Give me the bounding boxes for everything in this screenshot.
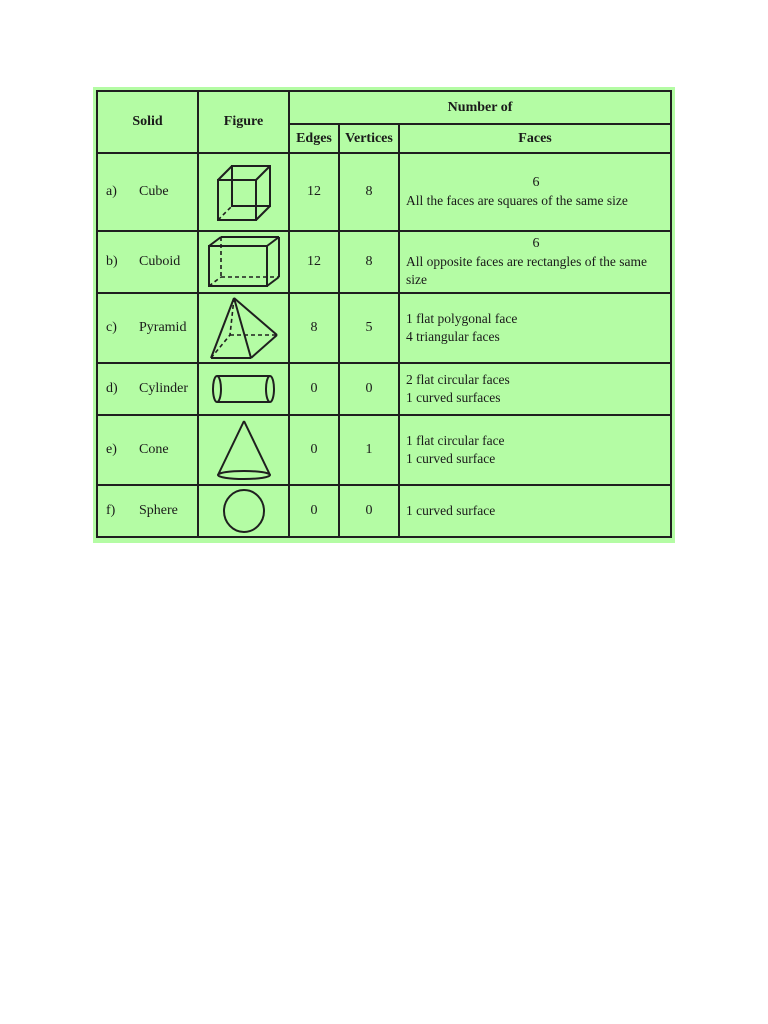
header-solid: Solid [97, 91, 198, 153]
edges-cell: 12 [289, 231, 339, 293]
vertices-cell: 5 [339, 293, 399, 362]
vertices-cell: 1 [339, 415, 399, 484]
header-vertices: Vertices [339, 124, 399, 153]
solid-name: Cuboid [139, 254, 181, 270]
cube-icon [214, 160, 274, 224]
solid-name: Cone [139, 441, 169, 457]
faces-count: 6 [532, 175, 540, 191]
figure-cell [198, 293, 289, 362]
header-row-top [97, 91, 671, 124]
figure-cell [198, 415, 289, 484]
pyramid-icon [208, 295, 280, 361]
cuboid-icon [206, 234, 282, 290]
edges-cell: 12 [289, 153, 339, 231]
faces-cell [399, 153, 671, 231]
row-letter: b) [106, 254, 118, 270]
table-row [97, 231, 671, 293]
solid-cell [97, 153, 198, 231]
faces-description-line1: 1 flat polygonal face [406, 311, 518, 327]
cone-icon [215, 419, 273, 481]
faces-description-line1: 1 flat circular face [406, 432, 505, 448]
row-letter: a) [106, 184, 117, 200]
solids-table-frame [93, 87, 675, 543]
faces-description-line1: 2 flat circular faces [406, 371, 510, 387]
vertices-cell: 8 [339, 153, 399, 231]
cylinder-icon [211, 373, 277, 405]
faces-description-line2: 1 curved surface [406, 450, 496, 466]
solid-cell [97, 231, 198, 293]
edges-cell: 0 [289, 415, 339, 484]
faces-count: 6 [532, 236, 540, 252]
faces-description: 1 curved surface [406, 502, 496, 518]
row-letter: f) [106, 502, 116, 518]
row-letter: e) [106, 441, 117, 457]
vertices-cell: 0 [339, 485, 399, 537]
header-number-of: Number of [289, 91, 671, 124]
solid-cell [97, 415, 198, 484]
faces-description: All opposite faces are rectangles of the same size [406, 254, 648, 288]
edges-cell: 8 [289, 293, 339, 362]
faces-cell [399, 293, 671, 362]
solid-name: Sphere [139, 502, 178, 518]
solids-table [96, 90, 672, 538]
faces-cell [399, 231, 671, 293]
figure-cell [198, 485, 289, 537]
figure-cell [198, 363, 289, 415]
faces-description: All the faces are squares of the same size [406, 193, 628, 209]
faces-cell [399, 485, 671, 537]
table-row [97, 153, 671, 231]
solid-cell [97, 363, 198, 415]
row-letter: c) [106, 320, 117, 336]
header-figure: Figure [198, 91, 289, 153]
sphere-icon [221, 487, 267, 535]
faces-cell [399, 363, 671, 415]
table-row [97, 415, 671, 484]
solid-cell [97, 485, 198, 537]
figure-cell [198, 231, 289, 293]
faces-description-line2: 4 triangular faces [406, 329, 500, 345]
row-letter: d) [106, 380, 118, 396]
header-faces: Faces [399, 124, 671, 153]
solid-name: Cube [139, 184, 169, 200]
solid-name: Pyramid [139, 320, 187, 336]
table-row [97, 363, 671, 415]
figure-cell [198, 153, 289, 231]
edges-cell: 0 [289, 363, 339, 415]
faces-description-line2: 1 curved surfaces [406, 389, 501, 405]
vertices-cell: 0 [339, 363, 399, 415]
solid-cell [97, 293, 198, 362]
table-row [97, 293, 671, 362]
header-edges: Edges [289, 124, 339, 153]
vertices-cell: 8 [339, 231, 399, 293]
solid-name: Cylinder [139, 380, 188, 396]
edges-cell: 0 [289, 485, 339, 537]
faces-cell [399, 415, 671, 484]
table-row [97, 485, 671, 537]
